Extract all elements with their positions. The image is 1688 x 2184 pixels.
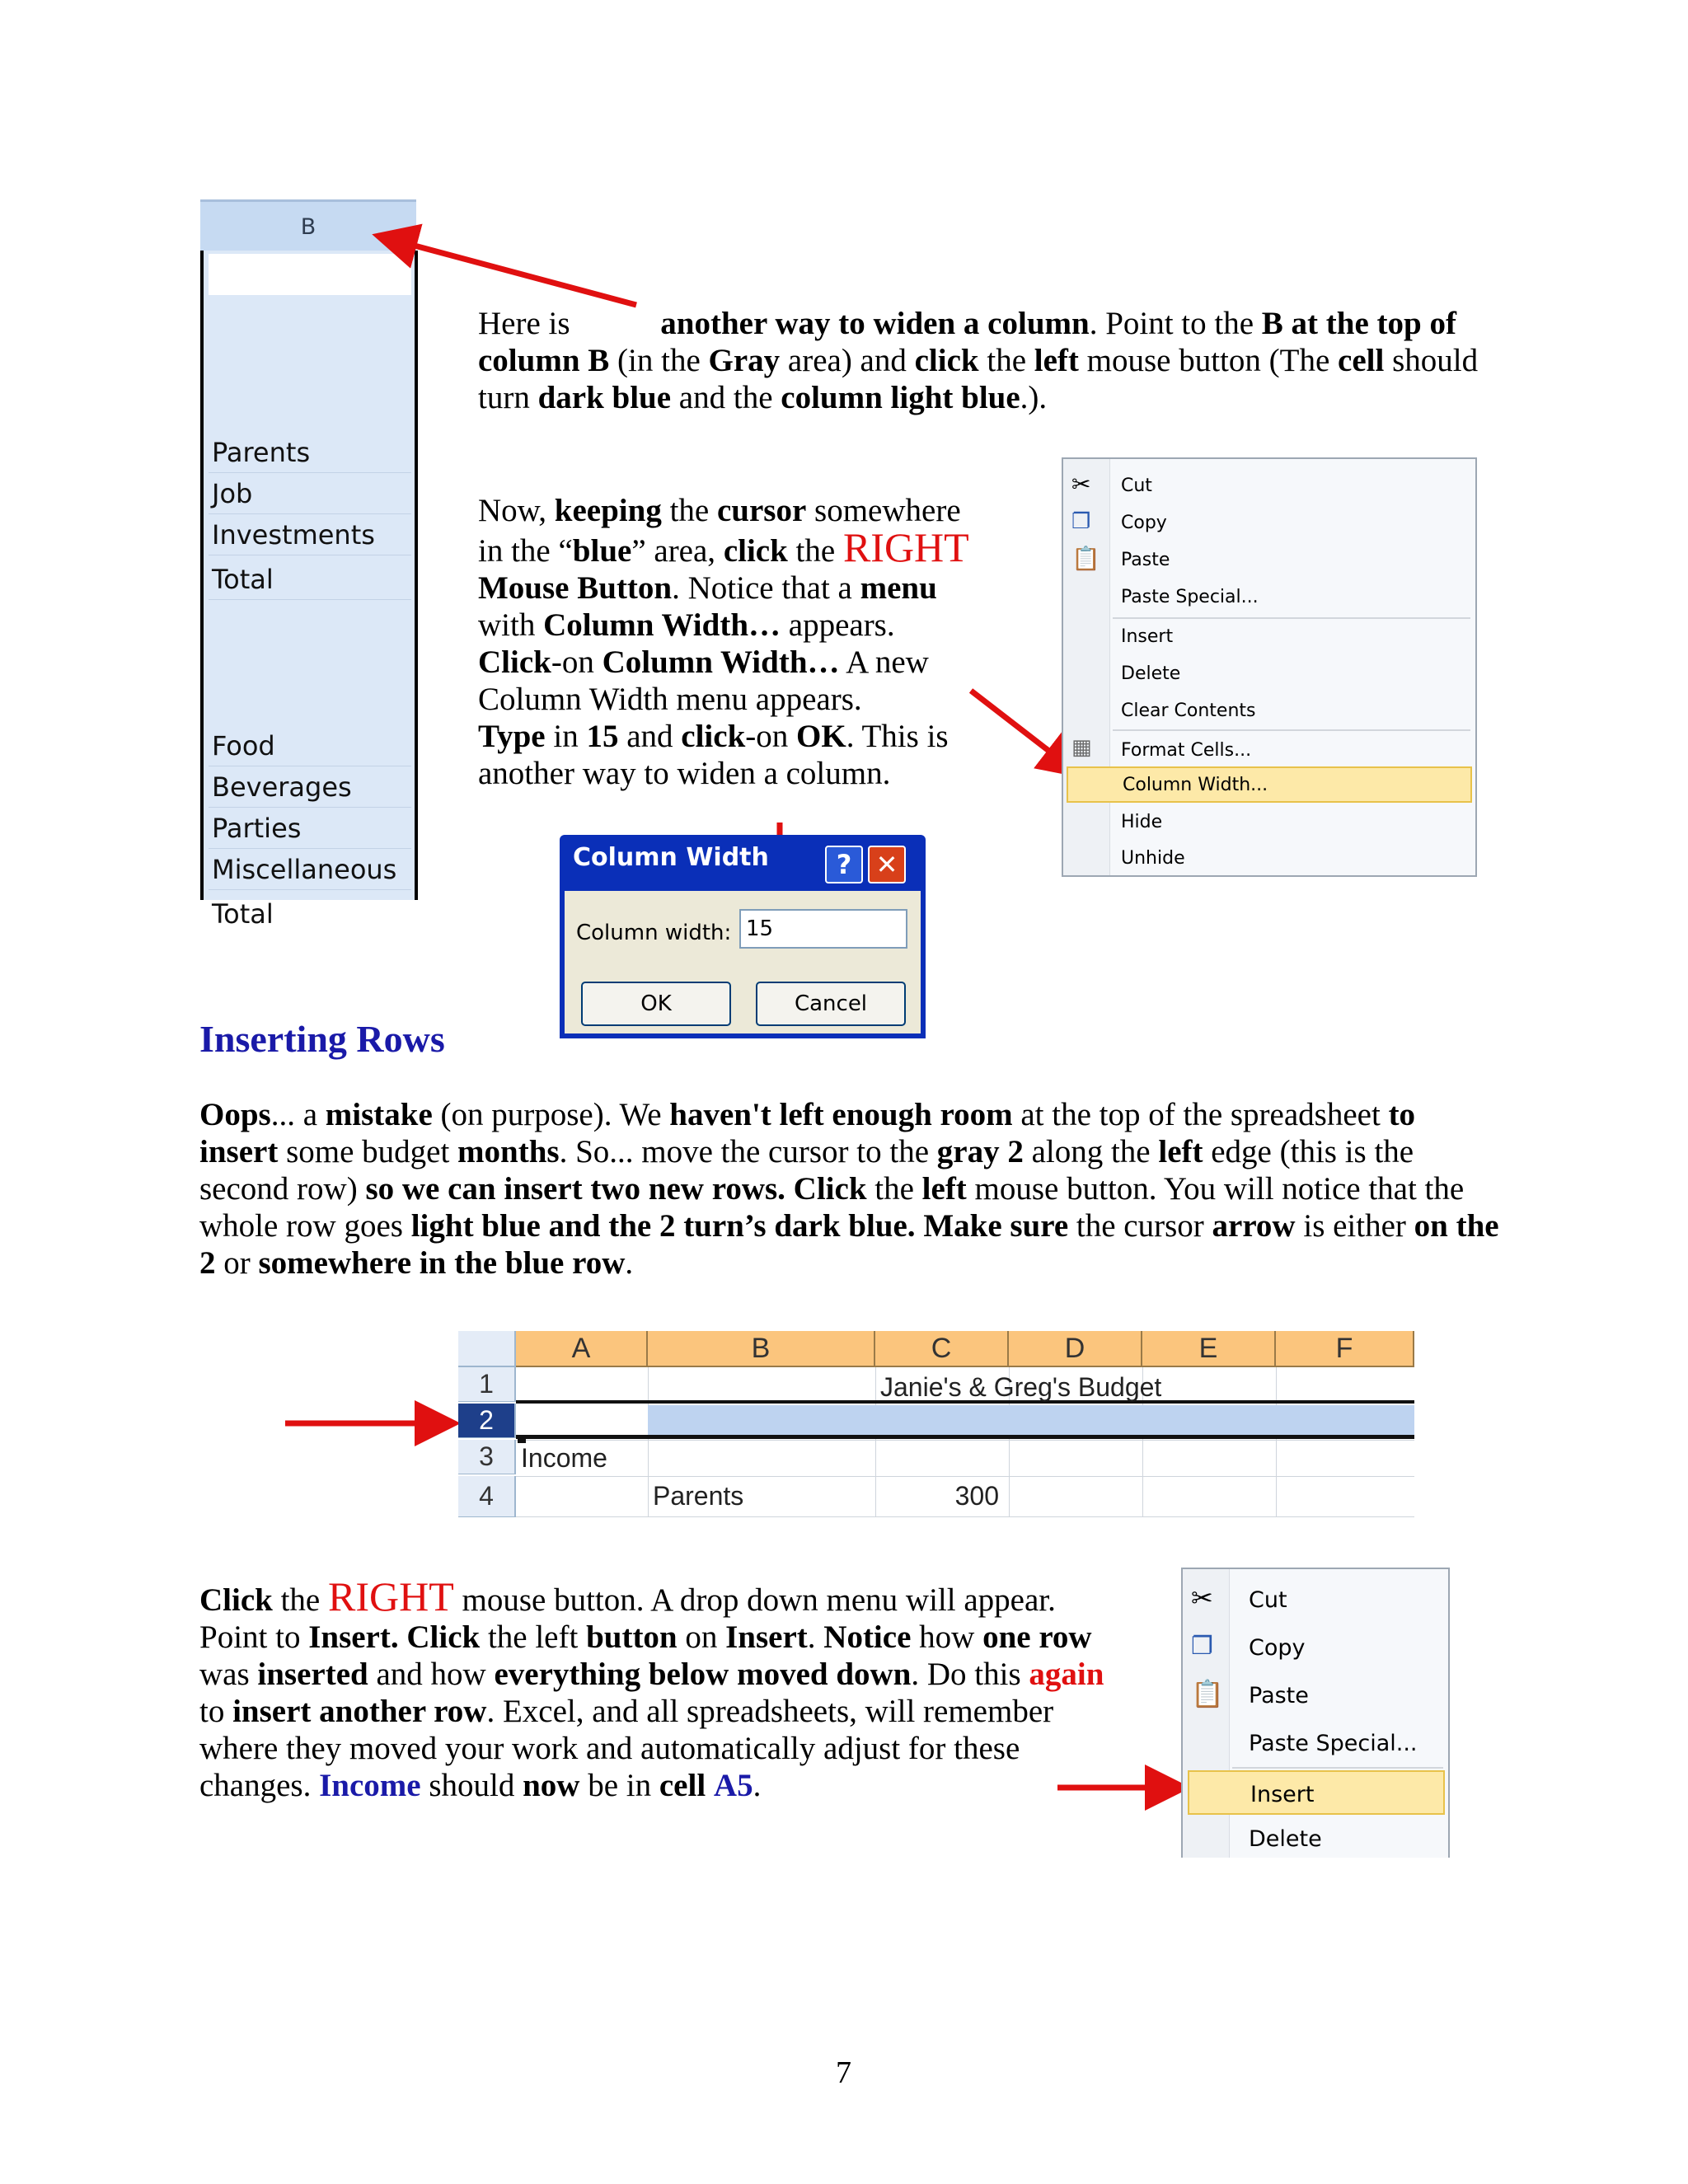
menu-item-copy[interactable]: ❐ Copy xyxy=(1191,1632,1306,1661)
spreadsheet-grid xyxy=(458,1331,1414,1517)
menu-item-paste-special[interactable]: Paste Special... xyxy=(1249,1731,1418,1756)
row-label: Food xyxy=(209,725,411,766)
select-all-corner[interactable] xyxy=(458,1331,516,1367)
cell-c4[interactable]: 300 xyxy=(954,1481,999,1511)
format-cells-icon: ▦ xyxy=(1071,735,1092,760)
column-header-c[interactable]: C xyxy=(875,1331,1009,1367)
scissors-icon: ✂ xyxy=(1071,471,1091,498)
scissors-icon: ✂ xyxy=(1191,1582,1213,1614)
menu-item-paste-special[interactable]: Paste Special... xyxy=(1121,587,1259,607)
row-label: Total xyxy=(209,559,411,600)
close-button[interactable]: ✕ xyxy=(868,846,906,883)
menu-item-delete[interactable]: Delete xyxy=(1249,1826,1322,1852)
row-label: Beverages xyxy=(209,766,411,808)
budget-title-cell[interactable]: Janie's & Greg's Budget xyxy=(880,1372,1162,1402)
copy-icon: ❐ xyxy=(1191,1632,1213,1661)
menu-item-copy[interactable]: ❐ Copy xyxy=(1071,509,1167,534)
cell-a3[interactable]: Income xyxy=(521,1443,607,1473)
column-header-a[interactable]: A xyxy=(516,1331,648,1367)
ok-button[interactable]: OK xyxy=(581,982,731,1026)
row-label: Investments xyxy=(209,514,411,555)
column-width-input[interactable]: 15 xyxy=(739,909,907,949)
paragraph-right-click: Now, keeping the cursor somewhere in the “blue” area, click the RIGHT Mouse Button. Notice that a menu with Column Width… appears. Click-on Column Width… A new Column Width menu appears. Type in 15 and click-on OK. This is another way to widen a column. xyxy=(478,493,969,791)
selected-row-2[interactable] xyxy=(648,1405,1414,1435)
cancel-button[interactable]: Cancel xyxy=(756,982,906,1026)
menu-item-insert[interactable]: Insert xyxy=(1121,626,1174,647)
page-number: 7 xyxy=(836,2055,851,2090)
row-label: Parents xyxy=(209,432,411,473)
column-b-header[interactable]: B xyxy=(200,199,416,251)
copy-icon: ❐ xyxy=(1071,509,1091,534)
menu-item-cut[interactable]: ✂ Cut xyxy=(1191,1582,1287,1614)
cell-b4[interactable]: Parents xyxy=(653,1481,744,1511)
row-label: Miscellaneous xyxy=(209,849,411,890)
menu-item-paste[interactable]: 📋 Paste xyxy=(1191,1678,1309,1709)
paragraph-insert-row: Click the RIGHT mouse button. A drop down menu will appear. Point to Insert. Click the left button on Insert. Notice how one row was inserted and how everything below moved down. Do this again to insert another row. Excel, and all spreadsheets, will remember where they moved your work and automatically adjust for these changes. Income should now be in cell A5. xyxy=(199,1573,1104,1803)
clipboard-icon: 📋 xyxy=(1071,545,1100,572)
fill-handle[interactable] xyxy=(518,1435,526,1443)
section-heading: Inserting Rows xyxy=(199,1018,445,1060)
menu-item-insert[interactable]: Insert xyxy=(1188,1770,1445,1815)
column-header-f[interactable]: F xyxy=(1276,1331,1414,1367)
row-label: Total xyxy=(212,898,274,930)
column-header-d[interactable]: D xyxy=(1009,1331,1142,1367)
row-label: Parties xyxy=(209,808,411,849)
menu-item-clear-contents[interactable]: Clear Contents xyxy=(1121,701,1256,721)
row-header-3[interactable]: 3 xyxy=(458,1440,516,1474)
menu-item-delete[interactable]: Delete xyxy=(1121,663,1181,684)
row-label: Job xyxy=(209,473,411,514)
paragraph-widen-column: Here is another way to widen a column. Point to the B at the top of column B (in the Gray area) and click the left mouse button (The cell should turn dark blue and the column light blue.). xyxy=(478,306,1479,415)
context-menu-column xyxy=(1062,457,1477,877)
menu-item-unhide[interactable]: Unhide xyxy=(1121,848,1185,869)
row-header-4[interactable]: 4 xyxy=(458,1476,516,1517)
row-header-1[interactable]: 1 xyxy=(458,1367,516,1402)
row-border-bottom xyxy=(516,1435,1414,1439)
context-menu-row xyxy=(1181,1568,1450,1858)
menu-item-format-cells[interactable]: ▦ Format Cells... xyxy=(1071,735,1252,761)
clipboard-icon: 📋 xyxy=(1191,1678,1224,1709)
menu-item-cut[interactable]: ✂ Cut xyxy=(1071,471,1152,498)
column-width-dialog xyxy=(560,835,926,1038)
menu-item-hide[interactable]: Hide xyxy=(1121,812,1163,832)
dialog-title: Column Width xyxy=(573,843,769,872)
row-header-2[interactable]: 2 xyxy=(458,1404,516,1438)
menu-item-paste[interactable]: 📋 Paste xyxy=(1071,545,1170,572)
column-header-e[interactable]: E xyxy=(1142,1331,1276,1367)
paragraph-inserting-rows: Oops... a mistake (on purpose). We haven't left enough room at the top of the spreadsheet to insert some budget months. So... move the cursor to the gray 2 along the left edge (this is the second row) so we can insert two new rows. Click the left mouse button. You will notice that the whole row goes light blue and the 2 turn’s dark blue. Make sure the cursor arrow is either on the 2 or somewhere in the blue row. xyxy=(199,1097,1499,1281)
dialog-body xyxy=(565,891,921,1033)
column-header-b[interactable]: B xyxy=(648,1331,875,1367)
menu-item-column-width[interactable]: Column Width... xyxy=(1067,766,1472,803)
column-width-label: Column width: xyxy=(576,921,732,945)
help-button[interactable]: ? xyxy=(825,846,863,883)
arrow-to-column-header xyxy=(377,236,636,305)
